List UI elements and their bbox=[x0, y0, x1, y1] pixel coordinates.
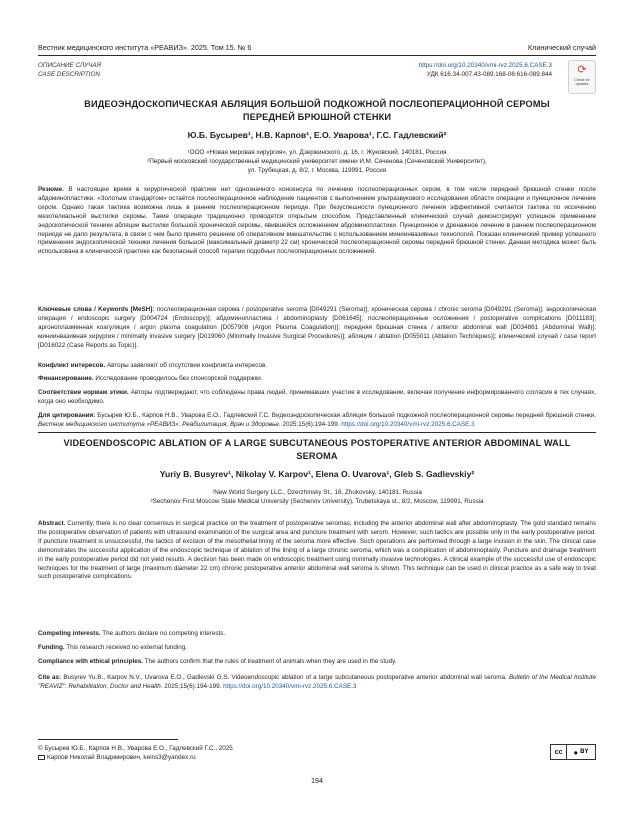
cc-by-license-badge[interactable] bbox=[550, 744, 596, 760]
footer bbox=[38, 744, 233, 762]
by-icon: ● BY bbox=[567, 745, 595, 759]
keywords-ru bbox=[38, 306, 596, 351]
citation-ru-label: Для цитирования: bbox=[38, 412, 96, 419]
conflict-ru bbox=[38, 362, 596, 371]
running-header bbox=[38, 38, 596, 52]
competing-en-text: The authors declare no competing interests. bbox=[102, 630, 226, 637]
competing-en-label: Competing interests. bbox=[38, 630, 101, 637]
abstract-ru-label: Резюме. bbox=[38, 186, 64, 193]
keywords-text: послеоперационная серома / postoperative seroma [D049291 (Seroma)]; хроническая серома / chronic seroma [D049291 (Seroma)]; эндоскопическая операция / endoscopic surgery [D004724 (Endoscopy)]; абдоминопластика / abdominoplasty [D061645]; послеоперационные осложнения / postoperative complications [D011183]; аргоноплазменная коагуляция / argon plasma coagulation [D057908 (Argon Plasma Coagulation)]; передняя брюшная стенка / anterior abdominal wall [D034861 (Abdominal Wall)]; миниинвазивная хирургия / minimally invasive surgery [D019060 (Minimally Invasive Surgical Procedures)]; абляция / ablation [D055011 (Ablation Techniques)]; клинический случай / case report [D016022 (Case Reports as Topic)]. bbox=[38, 306, 596, 349]
citation-en-label: Cite as: bbox=[38, 674, 62, 681]
header-divider bbox=[38, 55, 596, 56]
ethics-en-label: Compliance with ethical principles. bbox=[38, 658, 143, 665]
affiliation-en-1: ¹New World Surgery LLC., Dzerzhinsky St., 16, Zhukovsky, 140181, Russia bbox=[212, 489, 422, 496]
keywords-label: Ключевые слова / Keywords [MeSH]: bbox=[38, 306, 155, 313]
copyright: © Бусырев Ю.Б., Карпов Н.В., Уварова Е.О., Гадлевский Г.С., 2025 bbox=[38, 745, 233, 752]
funding-ru-label: Финансирование. bbox=[38, 375, 94, 382]
article-type-ru: ОПИСАНИЕ СЛУЧАЯ bbox=[38, 62, 101, 69]
ethics-ru-text: Авторы подтверждают, что соблюдены права людей, принимавших участие в исследовании, включая получение информированного согласия в тех случаях, когда оно необходимо. bbox=[38, 389, 596, 405]
conflict-ru-label: Конфликт интересов. bbox=[38, 362, 106, 369]
contact-author: Карпов Николай Владимирович, keins3@yandex.ru bbox=[47, 754, 196, 761]
section-divider bbox=[38, 432, 596, 433]
authors-ru: Ю.Б. Бусырев¹, Н.В. Карпов¹, Е.О. Уварова¹, Г.С. Гадлевский² bbox=[187, 130, 447, 140]
abstract-en bbox=[38, 520, 596, 582]
citation-en-text: Busyrev Yu.B., Karpov N.V., Uvarova E.O., Gadlevski G.S. Videoendoscopic ablation of a large subcutaneous postoperative anterior abdominal wall seroma. bbox=[63, 674, 507, 681]
conflict-ru-text: Авторы заявляют об отсутствии конфликта интересов. bbox=[106, 362, 268, 369]
funding-ru bbox=[38, 375, 596, 384]
citation-ru-text: Бусырев Ю.Б., Карпов Н.В., Уварова Е.О., Гадлевский Г.С. Видеоэндоскопическая абляция большой подкожной послеоперационной серомы передней брюшной стенки. bbox=[97, 412, 596, 419]
citation-ru bbox=[38, 412, 596, 430]
ethics-ru-label: Соответствие нормам этики. bbox=[38, 389, 129, 396]
affiliation-ru-2: ²Первый московский государственный медицинский университет имени И.М. Сеченова (Сеченовский Университет), bbox=[147, 158, 487, 165]
title-ru: ВИДЕОЭНДОСКОПИЧЕСКАЯ АБЛЯЦИЯ БОЛЬШОЙ ПОДКОЖНОЙ ПОСЛЕОПЕРАЦИОННОЙ СЕРОМЫ ПЕРЕДНЕЙ БРЮШНОЙ СТЕНКИ bbox=[84, 99, 550, 122]
article-type bbox=[38, 62, 101, 79]
udk: УДК 616.34-007.43-089.168-06:616-089.844 bbox=[426, 70, 552, 78]
affiliation-ru-3: ул. Трубецкая, д. 8/2, г. Москва, 119991, Россия bbox=[247, 167, 387, 174]
funding-ru-text: Исследование проводилось без спонсорской поддержки. bbox=[95, 375, 263, 382]
contact-line bbox=[38, 753, 233, 762]
cc-icon: cc bbox=[551, 745, 567, 759]
abstract-ru bbox=[38, 186, 596, 257]
citation-ru-journal: Вестник медицинского института «РЕАВИЗ»: Реабилитация, Врач и Здоровье. bbox=[38, 420, 281, 428]
page-number: 194 bbox=[311, 776, 323, 785]
affiliations-en bbox=[60, 488, 574, 506]
check-for-updates-label: Check for updates bbox=[574, 78, 590, 87]
check-for-updates-icon: ⟳ bbox=[577, 64, 587, 76]
citation-ru-tail: 2025;15(6):194-199. bbox=[282, 420, 340, 428]
doi-link[interactable]: https://doi.org/10.20340/vmi-rvz.2025.6.CASE.3 bbox=[418, 62, 552, 69]
section-name: Клинический случай bbox=[527, 43, 596, 52]
citation-en-doi-link[interactable]: https://doi.org/10.20340/vmi-rvz.2025.6.CASE.3 bbox=[223, 682, 357, 690]
abstract-ru-text: В настоящее время в хирургической практике нет однозначного консенсуса по лечению послеоперационных сером, в том числе передней брюшной стенки после абдоминопластики. «Золотым стандартом» остаётся послеоперационное наблюдение пациентов с выполнением ультразвукового исследования области операции и пункционное лечение сером. Однако такая тактика возможна лишь в раннем послеоперационном периоде. При безуспешности пункционного лечения эффективной считается тактика по иссечению мезотелиальной выстилки серомы. Такие операции традиционно проводятся открытым способом. Представленный клинический случай демонстрирует успешное применение эндоскопической техники абляции выстилки большой хронической серомы, явившейся осложнением абдоминопластики. Пункционное и дренажное лечение в раннем послеоперационном периоде не дало результата, в связи с чем было принято решение об оперативном вмешательстве с использованием миниинвазивных технологий. Показан клинический пример успешного применения эндоскопической техники лечения большой (максимальный диаметр 22 см) хронической послеоперационной серомы передней брюшной стенки. Данная методика может быть использована в клинической практике как безопасный способ терапии подобных послеоперационных осложнений. bbox=[38, 186, 596, 256]
ethics-en-text: The authors confirm that the rules of treatment of animals when they are used in the study. bbox=[144, 658, 397, 665]
funding-en-label: Funding. bbox=[38, 644, 65, 651]
journal-name: Вестник медицинского института «РЕАВИЗ». 2025. Том 15. № 6 bbox=[38, 43, 252, 52]
citation-en bbox=[38, 674, 596, 692]
affiliation-ru-1: ¹ООО «Новая мировая хирургия», ул. Дзержинского, д. 16, г. Жуковский, 140181, Россия bbox=[187, 149, 447, 156]
abstract-en-label: Abstract. bbox=[38, 520, 66, 527]
affiliations-ru bbox=[60, 148, 574, 175]
citation-ru-doi-link[interactable]: https://doi.org/10.20340/vmi-rvz.2025.6.CASE.3 bbox=[341, 420, 475, 428]
abstract-en-text: Currently, there is no clear consensus in surgical practice on the treatment of postoperative seromas, including the anterior abdominal wall after abdominoplasty. The gold standard remains the postoperative observation of patients with ultrasound examination of the surgical area and puncture treatment with serom. However, such tactics are possible only in the early postoperative period. If puncture treatment is unsuccessful, the tactics of excision of the mesothelial lining of the seroma more effective. Such operations are performed through a large incision in the skin. The clinical case demonstrates the successful application of the endoscopic technique of ablation of the lining of a large chronic seroma, which was a complication of abdominoplasty. Puncture and drainage treatment in the early postoperative period did not yield results. A decision has been made on endoscopic treatment using minimally invasive technologies. A clinical example of the successful use of endoscopic techniques for the treatment of large (maximum diameter 22 cm) chronic postoperative anterior abdominal wall seroma is shown. This technique can be used in clinical practice as a safe way to treat such postoperative complications. bbox=[38, 520, 596, 581]
authors-en: Yuriy B. Busyrev¹, Nikolay V. Karpov¹, Elena O. Uvarova¹, Gleb S. Gadlevskiy² bbox=[159, 469, 475, 479]
mail-icon bbox=[38, 755, 45, 760]
article-type-en: CASE DESCRIPTION bbox=[38, 70, 100, 78]
ethics-ru bbox=[38, 389, 596, 407]
competing-en bbox=[38, 630, 596, 639]
title-en: VIDEOENDOSCOPIC ABLATION OF A LARGE SUBCUTANEOUS POSTOPERATIVE ANTERIOR ABDOMINAL WALL SEROMA bbox=[63, 438, 571, 461]
citation-en-journal: Bulletin of the Medical Institute "REAVIZ": Rehabilitation, Doctor and Health. bbox=[38, 674, 597, 690]
by-label: BY bbox=[580, 749, 589, 755]
citation-en-tail: 2025;15(6):194-199. bbox=[164, 682, 222, 690]
affiliation-en-2: ²Sechenov First Moscow State Medical University (Sechenov University), Trubetskaya st., 8/2, Moscow, 119991, Russia bbox=[150, 498, 484, 505]
funding-en-text: This research received no external funding. bbox=[66, 644, 187, 651]
footer-divider bbox=[38, 739, 178, 740]
check-for-updates-badge[interactable] bbox=[568, 60, 596, 94]
doi-block bbox=[419, 62, 552, 79]
funding-en bbox=[38, 644, 596, 653]
ethics-en bbox=[38, 658, 596, 667]
